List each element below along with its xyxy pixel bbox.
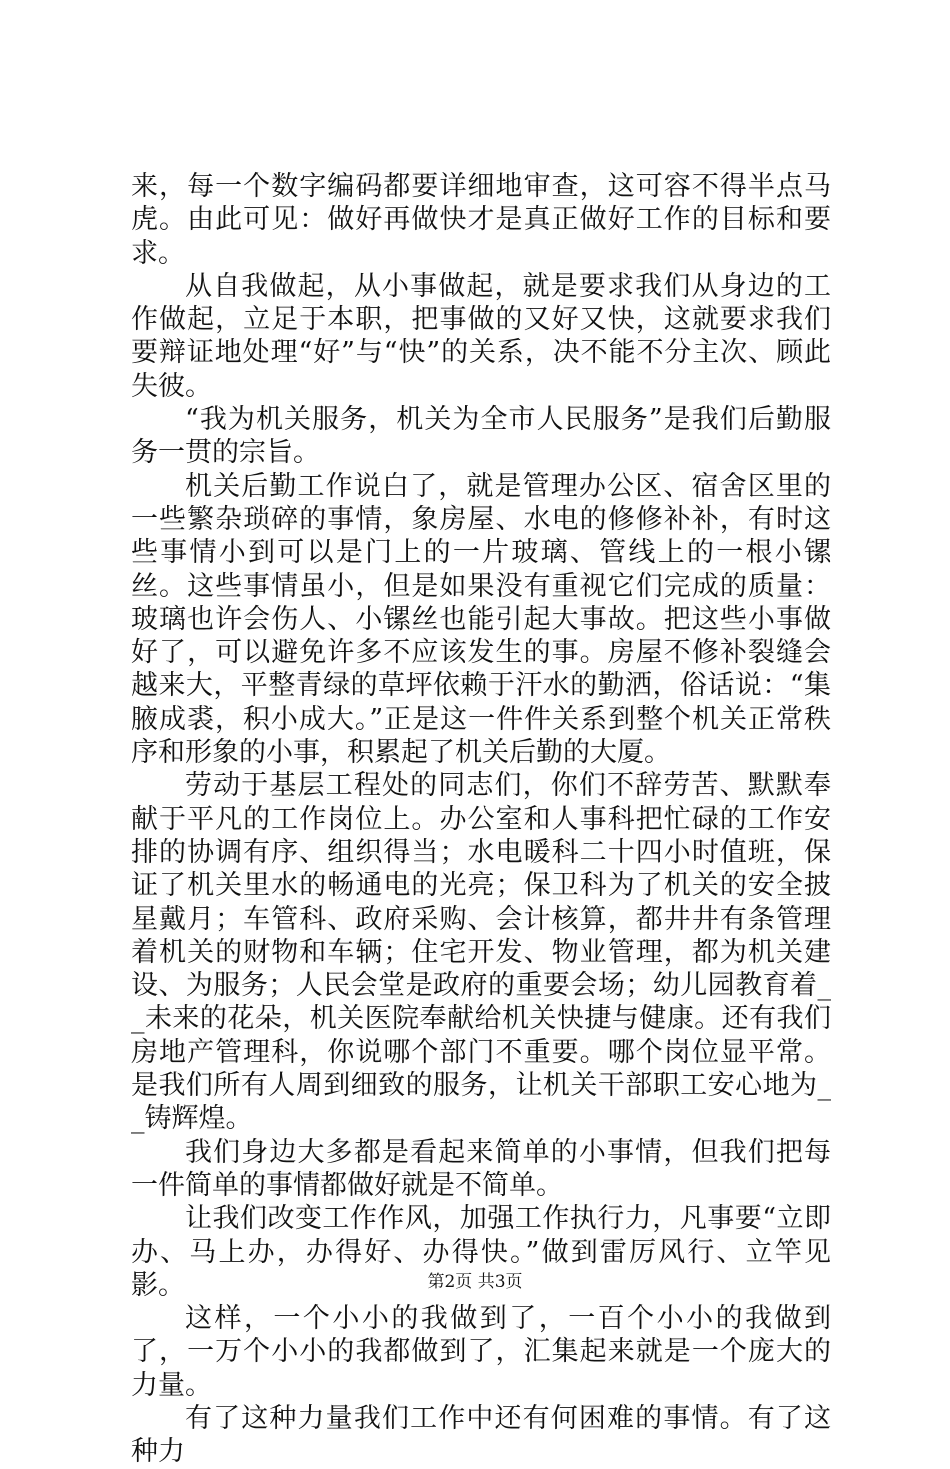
paragraph: 有了这种力量我们工作中还有何困难的事情。有了这种力 <box>131 1402 831 1468</box>
paragraph: 我们身边大多都是看起来简单的小事情，但我们把每一件简单的事情都做好就是不简单。 <box>131 1136 831 1201</box>
page-number-footer: 第2页 共3页 <box>427 1272 523 1292</box>
paragraph: “我为机关服务，机关为全市人民服务”是我们后勤服务一贯的宗旨。 <box>131 404 831 469</box>
paragraph: 这样，一个小小的我做到了，一百个小小的我做到了，一万个小小的我都做到了，汇集起来就是一个庞大的力量。 <box>131 1303 831 1401</box>
paragraph: 劳动于基层工程处的同志们，你们不辞劳苦、默默奉献于平凡的工作岗位上。办公室和人事科把忙碌的工作安排的协调有序、组织得当；水电暖科二十四小时值班，保证了机关里水的畅通电的光亮；保卫科为了机关的安全披星戴月；车管科、政府采购、会计核算，都井井有条管理着机关的财物和车辆；住宅开发、物业管理，都为机关建设、为服务；人民会堂是政府的重要会场；幼儿园教育着__未来的花朵，机关医院奉献给机关快捷与健康。还有我们房地产管理科，你说哪个部门不重要。哪个岗位显平常。是我们所有人周到细致的服务，让机关干部职工安心地为__铸辉煌。 <box>131 770 831 1135</box>
paragraph: 来，每一个数字编码都要详细地审查，这可容不得半点马虎。由此可见：做好再做快才是真正做好工作的目标和要求。 <box>131 171 831 269</box>
paragraph: 机关后勤工作说白了，就是管理办公区、宿舍区里的一些繁杂琐碎的事情，象房屋、水电的修修补补，有时这些事情小到可以是门上的一片玻璃、管线上的一根小镙丝。这些事情虽小，但是如果没有重视它们完成的质量：玻璃也许会伤人、小镙丝也能引起大事故。把这些小事做好了，可以避免许多不应该发生的事。房屋不修补裂缝会越来大，平整青绿的草坪依赖于汗水的勤洒，俗话说：“集腋成裘，积小成大。”正是这一件件关系到整个机关正常秩序和形象的小事，积累起了机关后勤的大厦。 <box>131 470 831 769</box>
paragraph: 让我们改变工作作风，加强工作执行力，凡事要“立即办、马上办，办得好、办得快。”做到雷厉风行、立竿见影。 <box>131 1203 831 1301</box>
paragraph: 从自我做起，从小事做起，就是要求我们从身边的工作做起，立足于本职，把事做的又好又快，这就要求我们要辩证地处理“好”与“快”的关系，决不能不分主次、顾此失彼。 <box>131 270 831 402</box>
